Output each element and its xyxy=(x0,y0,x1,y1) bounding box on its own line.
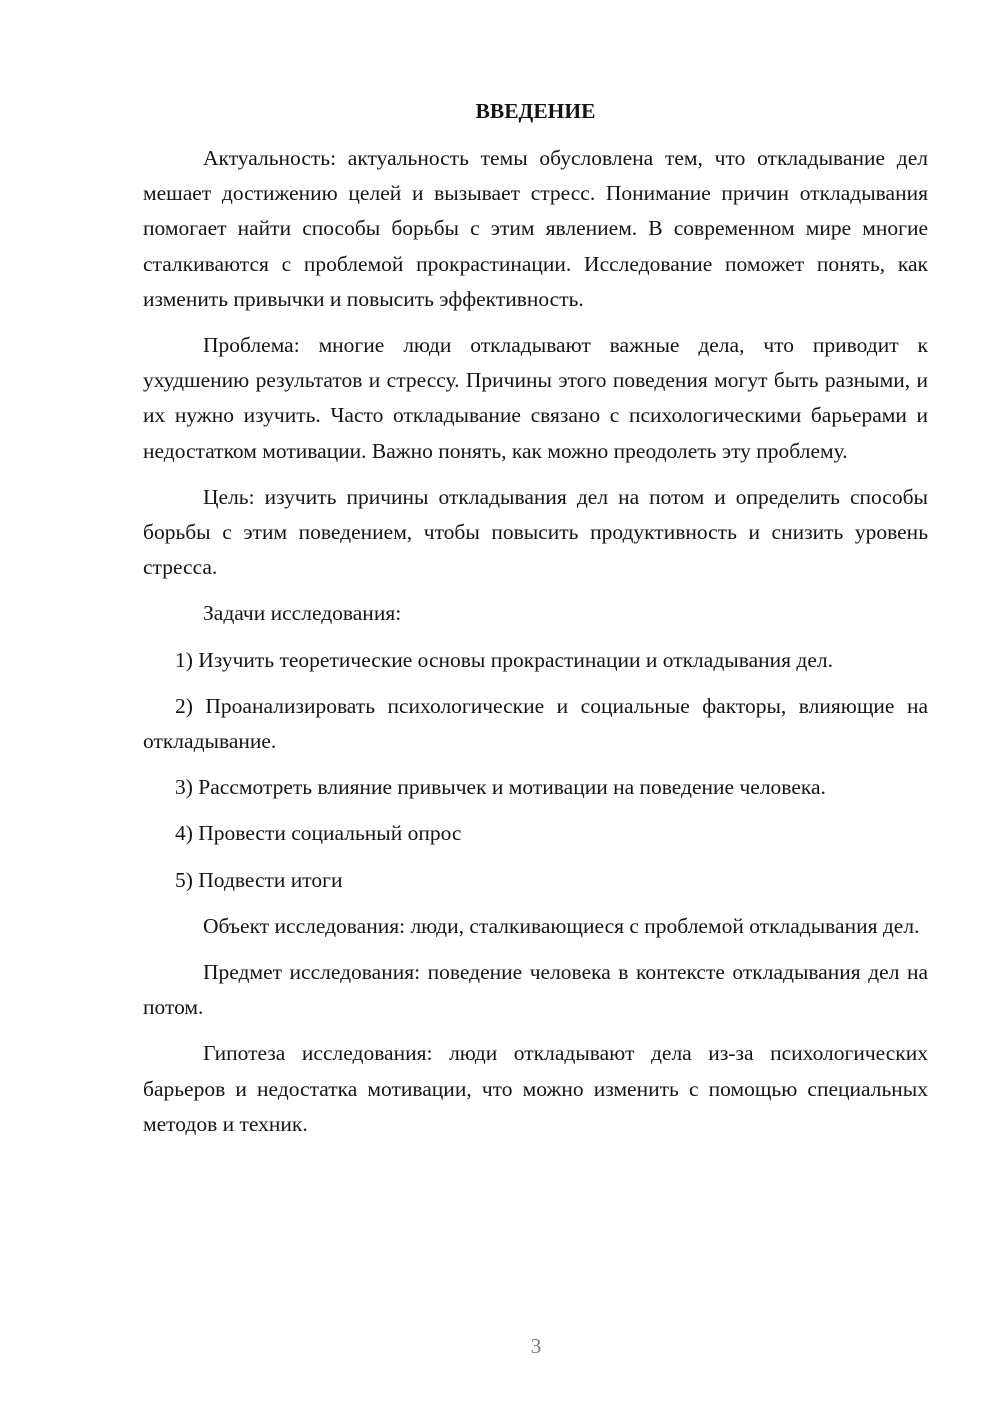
document-body xyxy=(143,96,928,1142)
page-number: 3 xyxy=(530,1334,542,1358)
task-item-3: 3) Рассмотреть влияние привычек и мотивации на поведение человека. xyxy=(175,775,826,800)
goal-paragraph: Цель: изучить причины откладывания дел на потом и определить способы борьбы с этим поведением, чтобы повысить продуктивность и снизить уровень стресса. xyxy=(143,484,928,580)
object-paragraph: Объект исследования: люди, сталкивающиеся с проблемой откладывания дел. xyxy=(203,913,920,938)
task-item-1: 1) Изучить теоретические основы прокрастинации и откладывания дел. xyxy=(175,647,833,672)
page-title: ВВЕДЕНИЕ xyxy=(475,99,596,123)
problem-paragraph: Проблема: многие люди откладывают важные дела, что приводит к ухудшению результатов и стрессу. Причины этого поведения могут быть разными, и их нужно изучить. Часто откладывание связано с психологическими барьерами и недостатком мотивации. Важно понять, как можно преодолеть эту проблему. xyxy=(143,333,928,463)
hypothesis-paragraph: Гипотеза исследования: люди откладывают дела из-за психологических барьеров и недостатка мотивации, что можно изменить с помощью специальных методов и техник. xyxy=(143,1041,928,1136)
task-item-2: 2) Проанализировать психологические и социальные факторы, влияющие на откладывание. xyxy=(143,693,928,754)
subject-paragraph: Предмет исследования: поведение человека в контексте откладывания дел на потом. xyxy=(143,960,928,1020)
relevance-paragraph: Актуальность: актуальность темы обусловлена тем, что откладывание дел мешает достижению целей и вызывает стресс. Понимание причин откладывания помогает найти способы борьбы с этим явлением. В современном мире многие сталкиваются с проблемой прокрастинации. Исследование поможет понять, как изменить привычки и повысить эффективность. xyxy=(143,146,928,311)
task-item-4: 4) Провести социальный опрос xyxy=(175,821,462,846)
tasks-heading: Задачи исследования: xyxy=(203,601,402,626)
task-item-5: 5) Подвести итоги xyxy=(175,867,343,892)
